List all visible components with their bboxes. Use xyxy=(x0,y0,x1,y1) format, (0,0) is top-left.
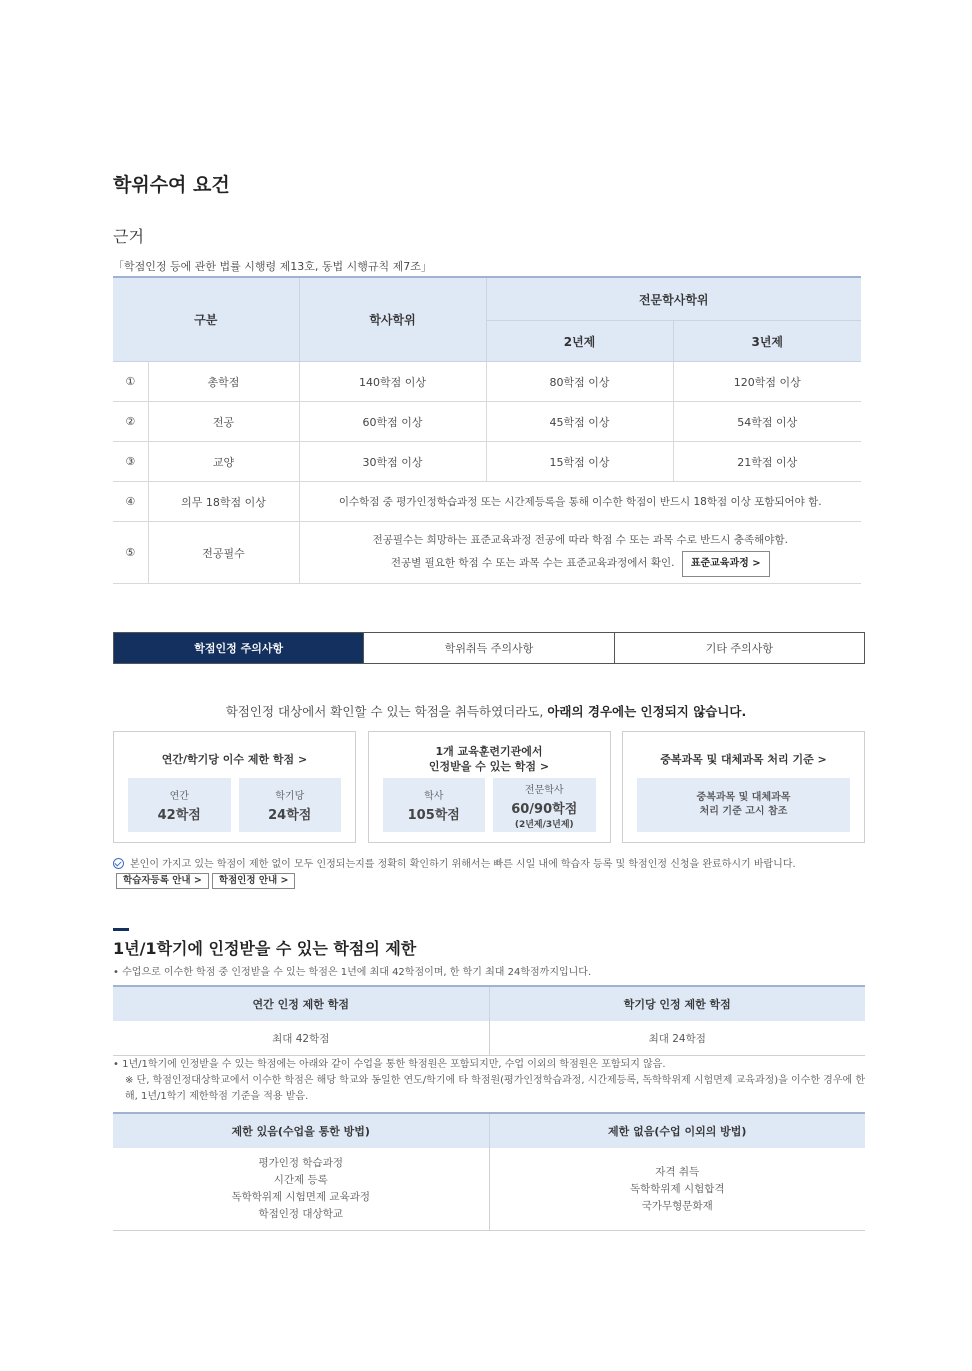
chip-annual xyxy=(128,778,231,832)
semester-limit-value: 최대 24학점 xyxy=(489,1021,865,1056)
header-annual-limit: 연간 인정 제한 학점 xyxy=(113,986,489,1021)
info-note xyxy=(113,857,865,889)
note-2: ※ 단, 학점인정대상학교에서 이수한 학점은 해당 학교와 동일한 연도/학기에 타 학점원(평가인정학습과정, 시간제등록, 독학학위제 시험면제 교육과정)을 이수한 경우에 한해, 1년/1학기 제한학점 기준을 적용 받음. xyxy=(125,1075,866,1102)
chip-label: 학기당 xyxy=(275,791,305,802)
header-associate: 전문학사학위 xyxy=(486,277,861,321)
bachelor-value: 60학점 이상 xyxy=(299,402,486,442)
notice-text xyxy=(0,702,972,720)
chip-line1: 중복과목 및 대체과목 xyxy=(696,792,791,803)
two-year-value: 15학점 이상 xyxy=(486,442,673,482)
row-number: ⑤ xyxy=(113,522,148,584)
row-number: ① xyxy=(113,362,148,402)
chip-duplicate-reference xyxy=(637,778,850,832)
learner-registration-button[interactable]: 학습자등록 안내 > xyxy=(116,873,209,889)
list-item: 독학학위제 시험면제 교육과정 xyxy=(231,1191,371,1203)
header-semester-limit: 학기당 인정 제한 학점 xyxy=(489,986,865,1021)
chip-value: 24학점 xyxy=(268,808,312,823)
row-name: 총학점 xyxy=(148,362,299,402)
standard-curriculum-button[interactable]: 표준교육과정 > xyxy=(682,551,770,577)
limit-notes xyxy=(113,1057,865,1105)
credit-limit-table xyxy=(113,985,865,1056)
check-circle-icon xyxy=(113,858,124,869)
header-two-year: 2년제 xyxy=(486,321,673,362)
chip-semester xyxy=(239,778,342,832)
header-category: 구분 xyxy=(113,277,299,362)
chip-label: 학사 xyxy=(424,791,444,802)
chip-line2: 처리 기준 고시 참조 xyxy=(699,806,788,817)
row-number: ④ xyxy=(113,482,148,522)
card-institution-limit[interactable] xyxy=(368,731,611,843)
section-title: 1년/1학기에 인정받을 수 있는 학점의 제한 xyxy=(113,939,417,958)
major-required-cell xyxy=(299,522,861,584)
notice-bold: 아래의 경우에는 인정되지 않습니다. xyxy=(547,704,747,719)
row-name: 교양 xyxy=(148,442,299,482)
tab-other[interactable]: 기타 주의사항 xyxy=(705,642,773,655)
mandatory-credit-text: 이수학점 중 평가인정학습과정 또는 시간제등록을 통해 이수한 학점이 반드시 18학점 이상 포함되어야 함. xyxy=(299,482,861,522)
limit-cards xyxy=(113,731,865,843)
degree-requirements-table xyxy=(113,276,861,584)
header-without-limit: 제한 없음(수업 이외의 방법) xyxy=(489,1113,865,1148)
table-row xyxy=(113,402,861,442)
chip-bachelor xyxy=(383,778,486,832)
section-accent-bar xyxy=(113,928,129,931)
two-year-value: 80학점 이상 xyxy=(486,362,673,402)
chip-value: 42학점 xyxy=(157,808,201,823)
list-item: 독학학위제 시험합격 xyxy=(629,1182,725,1195)
row-name: 전공필수 xyxy=(148,522,299,584)
info-text: 본인이 가지고 있는 학점이 제한 없이 모두 인정되는지를 정확히 확인하기 위해서는 빠른 시일 내에 학습자 등록 및 학점인정 신청을 완료하시기 바랍니다. xyxy=(130,859,796,870)
chip-label: 연간 xyxy=(169,791,189,802)
card-duplicate-course[interactable] xyxy=(622,731,865,843)
header-bachelor: 학사학위 xyxy=(299,277,486,362)
two-year-value: 45학점 이상 xyxy=(486,402,673,442)
row-number: ③ xyxy=(113,442,148,482)
basis-text: 「학점인정 등에 관한 법률 시행령 제13호, 동법 시행규칙 제7조」 xyxy=(113,260,432,273)
note-1: • 1년/1학기에 인정받을 수 있는 학점에는 아래와 같이 수업을 통한 학점원은 포함되지만, 수업 이외의 학점원은 포함되지 않음. xyxy=(113,1059,666,1070)
bachelor-value: 30학점 이상 xyxy=(299,442,486,482)
chip-value: 105학점 xyxy=(407,808,460,823)
major-required-line2 xyxy=(301,551,861,577)
table-row xyxy=(113,442,861,482)
card-title xyxy=(383,740,596,778)
row-name: 전공 xyxy=(148,402,299,442)
table-row xyxy=(113,1021,865,1056)
without-limit-list xyxy=(489,1148,865,1231)
list-item: 시간제 등록 xyxy=(273,1174,328,1186)
caution-tabs xyxy=(113,632,865,664)
tab-degree-acquisition[interactable]: 학위취득 주의사항 xyxy=(364,633,614,663)
chip-value: 60/90학점 xyxy=(511,801,578,817)
three-year-value: 54학점 이상 xyxy=(673,402,861,442)
page-title: 학위수여 요건 xyxy=(113,174,230,196)
row-name: 의무 18학점 이상 xyxy=(148,482,299,522)
chip-label: 전문학사 xyxy=(524,784,564,796)
section-subtitle: • 수업으로 이수한 학점 중 인정받을 수 있는 학점은 1년에 최대 42학점이며, 한 학기 최대 24학점까지입니다. xyxy=(113,967,592,978)
card-title-line2: 인정받을 수 있는 학점 > xyxy=(428,760,550,773)
credit-recognition-button[interactable]: 학점인정 안내 > xyxy=(212,873,296,889)
header-with-limit: 제한 있음(수업을 통한 방법) xyxy=(113,1113,489,1148)
card-title-line1: 1개 교육훈련기관에서 xyxy=(435,745,543,758)
list-item: 평가인정 학습과정 xyxy=(258,1157,343,1169)
three-year-value: 21학점 이상 xyxy=(673,442,861,482)
tab-credit-recognition[interactable]: 학점인정 주의사항 xyxy=(114,633,364,663)
card-title: 중복과목 및 대체과목 처리 기준 > xyxy=(660,752,827,766)
bachelor-value: 140학점 이상 xyxy=(299,362,486,402)
table-row xyxy=(113,482,861,522)
major-required-line2-text: 전공별 필요한 학점 수 또는 과목 수는 표준교육과정에서 확인. xyxy=(390,556,675,569)
basis-title: 근거 xyxy=(113,227,144,246)
list-item: 국가무형문화재 xyxy=(641,1199,713,1212)
chip-associate xyxy=(493,778,596,832)
table-row xyxy=(113,362,861,402)
major-required-line1: 전공필수는 희망하는 표준교육과정 전공에 따라 학점 수 또는 과목 수로 반드시 충족해야함. xyxy=(372,533,788,546)
card-annual-semester-limit[interactable] xyxy=(113,731,356,843)
table-row xyxy=(113,1148,865,1231)
notice-normal: 학점인정 대상에서 확인할 수 있는 학점을 취득하였더라도, xyxy=(225,704,548,719)
annual-limit-value: 최대 42학점 xyxy=(113,1021,489,1056)
three-year-value: 120학점 이상 xyxy=(673,362,861,402)
chip-note: (2년제/3년제) xyxy=(514,819,574,830)
row-number: ② xyxy=(113,402,148,442)
header-three-year: 3년제 xyxy=(673,321,861,362)
methods-table xyxy=(113,1112,865,1231)
card-title: 연간/학기당 이수 제한 학점 > xyxy=(161,752,308,766)
list-item: 학점인정 대상학교 xyxy=(258,1208,343,1220)
list-item: 자격 취득 xyxy=(655,1165,700,1178)
with-limit-list xyxy=(113,1148,489,1231)
table-row xyxy=(113,522,861,584)
